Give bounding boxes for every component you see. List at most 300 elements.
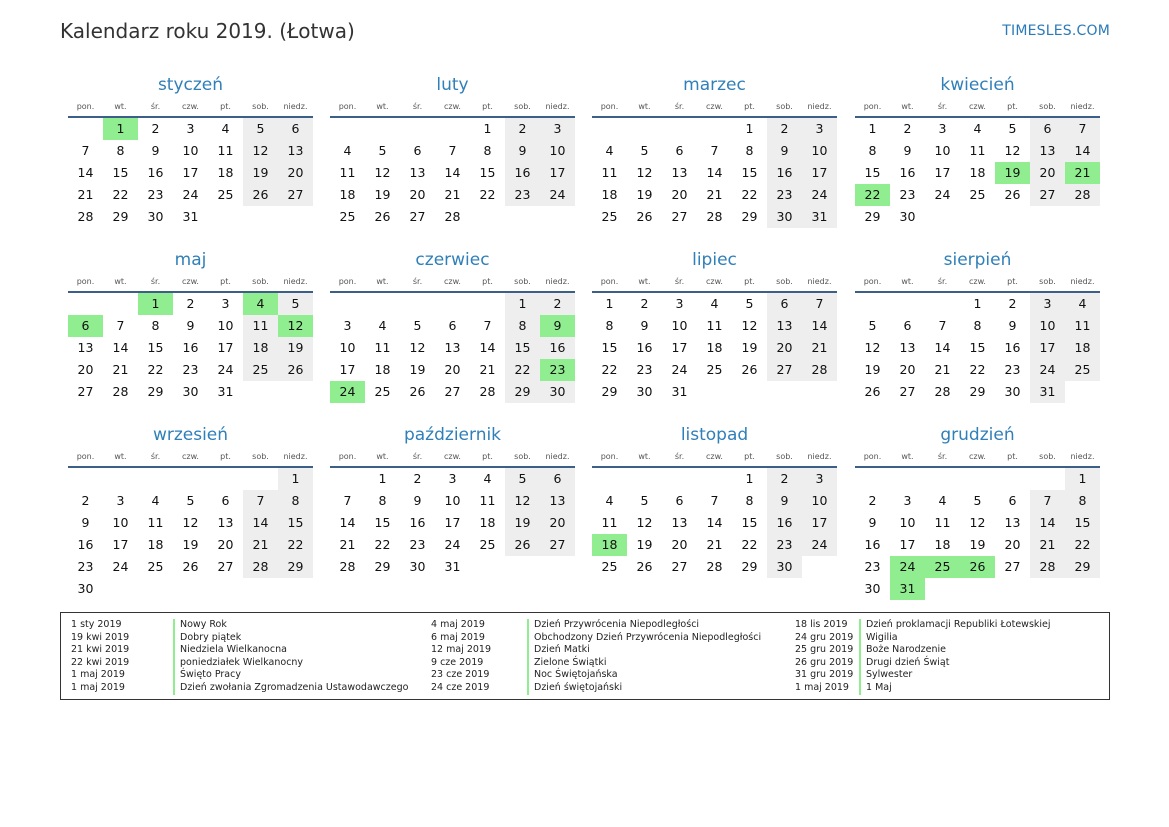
day-cell: 22	[969, 362, 986, 377]
empty-day-cell	[855, 293, 890, 315]
months-grid	[68, 72, 1102, 612]
month-name: maj	[174, 250, 207, 270]
holiday-date: 22 kwi 2019	[71, 656, 130, 668]
weekday-label: czw.	[444, 277, 461, 286]
day-cell: 15	[479, 165, 496, 180]
day-cell: 16	[409, 515, 426, 530]
day-cell: 14	[1030, 512, 1065, 534]
day-cell: 29	[864, 209, 881, 224]
empty-day-cell	[68, 293, 103, 315]
day-cell: 3	[675, 296, 684, 311]
weekday-header	[592, 98, 837, 118]
day-cell: 26	[243, 184, 278, 206]
day-cell: 26	[636, 209, 653, 224]
weekday-label: czw.	[969, 452, 986, 461]
day-cell: 2	[640, 296, 649, 311]
empty-day-cell	[400, 118, 435, 140]
weekday-label: pon.	[600, 102, 619, 111]
weekday-label: pt.	[220, 102, 231, 111]
day-cell: 22	[601, 362, 618, 377]
day-cell: 12	[969, 515, 986, 530]
day-cell: 22	[374, 537, 391, 552]
empty-day-cell	[208, 468, 243, 490]
weekday-label: niedz.	[283, 277, 308, 286]
day-cell: 27	[409, 209, 426, 224]
day-cell: 22	[505, 359, 540, 381]
month-name: sierpień	[943, 250, 1012, 270]
day-cell: 20	[217, 537, 234, 552]
day-cell: 18	[706, 340, 723, 355]
month-calendar	[68, 422, 313, 600]
weekday-label: sob.	[1039, 452, 1056, 461]
holiday-date: 1 sty 2019	[71, 619, 122, 630]
day-cell: 7	[243, 490, 278, 512]
day-cell: 24	[112, 559, 129, 574]
weekday-label: sob.	[514, 102, 531, 111]
day-cell: 9	[1008, 318, 1017, 333]
empty-day-cell	[173, 468, 208, 490]
day-cell: 24	[1030, 359, 1065, 381]
day-cell: 5	[505, 468, 540, 490]
day-cell: 13	[540, 490, 575, 512]
day-cell: 8	[483, 143, 492, 158]
day-cell: 5	[278, 293, 313, 315]
day-cell: 2	[413, 471, 422, 486]
weekday-label: czw.	[444, 102, 461, 111]
day-cell: 6	[448, 318, 457, 333]
day-cell: 12	[864, 340, 881, 355]
day-cell: 13	[1004, 515, 1021, 530]
day-cell: 17	[802, 162, 837, 184]
day-cell: 28	[479, 384, 496, 399]
weekday-label: śr.	[937, 452, 948, 461]
day-cell: 15	[741, 165, 758, 180]
day-cell: 4	[1065, 293, 1100, 315]
day-cell: 7	[448, 143, 457, 158]
empty-day-cell	[330, 293, 365, 315]
weekday-label: czw.	[706, 102, 723, 111]
month-calendar	[68, 72, 313, 228]
day-cell: 7	[1065, 118, 1100, 140]
month-name: marzec	[683, 75, 746, 95]
empty-day-cell	[697, 468, 732, 490]
day-cell: 26	[636, 559, 653, 574]
month-calendar	[855, 422, 1100, 600]
day-cell: 15	[147, 340, 164, 355]
weekday-label: pt.	[220, 452, 231, 461]
day-cell: 15	[601, 340, 618, 355]
day-cell: 29	[112, 209, 129, 224]
day-cell: 4	[343, 143, 352, 158]
holiday-date: 4 maj 2019	[431, 619, 485, 630]
day-cell: 19	[864, 362, 881, 377]
holiday-name: Dzień świętojański	[527, 682, 622, 695]
holiday-day-cell: 18	[592, 534, 627, 556]
weekday-label: czw.	[182, 102, 199, 111]
day-cell: 7	[483, 318, 492, 333]
day-cell: 5	[243, 118, 278, 140]
holiday-day-cell: 9	[540, 315, 575, 337]
day-cell: 8	[745, 493, 754, 508]
day-cell: 18	[217, 165, 234, 180]
day-cell: 25	[243, 359, 278, 381]
holiday-name: Wigilia	[859, 632, 898, 645]
weekday-label: śr.	[674, 102, 685, 111]
holiday-day-cell: 1	[138, 293, 173, 315]
weekday-label: niedz.	[283, 102, 308, 111]
day-cell: 7	[1030, 490, 1065, 512]
day-cell: 24	[671, 362, 688, 377]
weekday-label: pon.	[76, 277, 95, 286]
weekday-header	[855, 98, 1100, 118]
holiday-date: 25 gru 2019	[795, 644, 854, 656]
weekday-label: czw.	[706, 452, 723, 461]
day-cell: 8	[745, 143, 754, 158]
month-name: czerwiec	[415, 250, 490, 270]
day-cell: 18	[147, 537, 164, 552]
day-grid	[855, 468, 1100, 600]
empty-day-cell	[890, 293, 925, 315]
day-cell: 4	[605, 143, 614, 158]
day-cell: 16	[864, 537, 881, 552]
month-name: grudzień	[940, 425, 1015, 445]
weekday-label: wt.	[114, 452, 127, 461]
day-cell: 1	[378, 471, 387, 486]
day-cell: 7	[343, 493, 352, 508]
day-cell: 21	[444, 187, 461, 202]
day-cell: 8	[378, 493, 387, 508]
day-cell: 11	[706, 318, 723, 333]
day-cell: 20	[899, 362, 916, 377]
day-cell: 20	[671, 537, 688, 552]
day-cell: 2	[1008, 296, 1017, 311]
day-cell: 9	[868, 515, 877, 530]
day-cell: 28	[339, 559, 356, 574]
empty-day-cell	[435, 293, 470, 315]
empty-day-cell	[365, 118, 400, 140]
day-cell: 11	[479, 493, 496, 508]
day-cell: 30	[147, 209, 164, 224]
weekday-label: wt.	[114, 277, 127, 286]
holiday-date: 24 cze 2019	[431, 681, 490, 693]
weekday-label: sob.	[1039, 277, 1056, 286]
day-cell: 17	[540, 162, 575, 184]
day-cell: 10	[339, 340, 356, 355]
weekday-label: pon.	[76, 102, 95, 111]
day-cell: 18	[601, 187, 618, 202]
day-cell: 2	[151, 121, 160, 136]
day-cell: 29	[147, 384, 164, 399]
day-cell: 29	[969, 384, 986, 399]
month-calendar	[330, 72, 575, 228]
day-cell: 27	[77, 384, 94, 399]
day-cell: 2	[81, 493, 90, 508]
month-calendar	[592, 72, 837, 228]
weekday-label: czw.	[969, 102, 986, 111]
weekday-label: niedz.	[283, 452, 308, 461]
holiday-day-cell: 31	[890, 578, 925, 600]
day-cell: 30	[864, 581, 881, 596]
day-cell: 19	[182, 537, 199, 552]
weekday-label: śr.	[150, 102, 161, 111]
day-cell: 1	[868, 121, 877, 136]
weekday-header	[68, 273, 313, 293]
day-cell: 10	[802, 490, 837, 512]
day-cell: 11	[969, 143, 986, 158]
month-name: wrzesień	[152, 425, 229, 445]
weekday-label: wt.	[376, 277, 389, 286]
day-cell: 29	[741, 559, 758, 574]
month-name: luty	[436, 75, 469, 95]
day-cell: 3	[938, 121, 947, 136]
day-cell: 17	[934, 165, 951, 180]
day-cell: 1	[1065, 468, 1100, 490]
day-cell: 3	[903, 493, 912, 508]
day-cell: 15	[505, 337, 540, 359]
day-cell: 28	[706, 209, 723, 224]
weekday-label: niedz.	[545, 277, 570, 286]
weekday-label: sob.	[776, 452, 793, 461]
holiday-date: 31 gru 2019	[795, 669, 854, 681]
day-cell: 9	[767, 490, 802, 512]
day-cell: 12	[741, 318, 758, 333]
day-cell: 2	[903, 121, 912, 136]
day-cell: 7	[938, 318, 947, 333]
day-cell: 9	[186, 318, 195, 333]
month-name: listopad	[680, 425, 749, 445]
day-grid	[330, 293, 575, 403]
weekday-label: pt.	[744, 277, 755, 286]
day-cell: 23	[182, 362, 199, 377]
day-cell: 30	[409, 559, 426, 574]
holiday-name: poniedziałek Wielkanocny	[173, 657, 303, 670]
day-cell: 16	[540, 337, 575, 359]
day-cell: 18	[969, 165, 986, 180]
day-cell: 10	[540, 140, 575, 162]
day-cell: 23	[636, 362, 653, 377]
empty-day-cell	[68, 118, 103, 140]
day-cell: 19	[505, 512, 540, 534]
empty-day-cell	[400, 293, 435, 315]
weekday-label: śr.	[150, 452, 161, 461]
weekday-label: pt.	[744, 102, 755, 111]
weekday-label: wt.	[638, 277, 651, 286]
empty-day-cell	[697, 118, 732, 140]
weekday-label: wt.	[376, 102, 389, 111]
day-cell: 30	[767, 206, 802, 228]
day-cell: 21	[706, 187, 723, 202]
weekday-label: wt.	[376, 452, 389, 461]
day-cell: 13	[444, 340, 461, 355]
day-cell: 14	[802, 315, 837, 337]
day-cell: 30	[899, 209, 916, 224]
empty-day-cell	[627, 118, 662, 140]
day-cell: 5	[745, 296, 754, 311]
day-grid	[592, 293, 837, 403]
day-cell: 20	[278, 162, 313, 184]
day-cell: 5	[378, 143, 387, 158]
weekday-header	[855, 448, 1100, 468]
day-cell: 2	[540, 293, 575, 315]
day-cell: 1	[483, 121, 492, 136]
holiday-date: 1 maj 2019	[71, 669, 125, 681]
day-cell: 4	[605, 493, 614, 508]
day-cell: 25	[217, 187, 234, 202]
month-name: październik	[403, 425, 502, 445]
day-cell: 27	[1004, 559, 1021, 574]
day-cell: 11	[243, 315, 278, 337]
day-cell: 2	[767, 118, 802, 140]
holiday-day-cell: 6	[68, 315, 103, 337]
weekday-label: wt.	[638, 452, 651, 461]
day-cell: 21	[243, 534, 278, 556]
day-cell: 25	[339, 209, 356, 224]
day-cell: 30	[540, 381, 575, 403]
day-cell: 11	[147, 515, 164, 530]
weekday-label: pt.	[1007, 102, 1018, 111]
weekday-label: wt.	[114, 102, 127, 111]
weekday-label: pt.	[482, 452, 493, 461]
day-cell: 18	[934, 537, 951, 552]
weekday-label: śr.	[412, 452, 423, 461]
day-cell: 13	[278, 140, 313, 162]
day-cell: 23	[767, 534, 802, 556]
weekday-label: pon.	[338, 102, 357, 111]
day-cell: 3	[802, 468, 837, 490]
day-cell: 31	[802, 206, 837, 228]
holiday-name: Nowy Rok	[173, 619, 227, 632]
site-link[interactable]: TIMESLES.COM	[1002, 23, 1110, 39]
day-cell: 11	[601, 515, 618, 530]
day-cell: 25	[601, 559, 618, 574]
day-cell: 9	[640, 318, 649, 333]
day-cell: 22	[741, 187, 758, 202]
weekday-label: wt.	[638, 102, 651, 111]
day-cell: 27	[767, 359, 802, 381]
day-cell: 15	[1065, 512, 1100, 534]
holiday-day-cell: 26	[960, 556, 995, 578]
day-cell: 29	[741, 209, 758, 224]
day-cell: 25	[706, 362, 723, 377]
day-cell: 20	[671, 187, 688, 202]
day-cell: 26	[374, 209, 391, 224]
day-cell: 22	[147, 362, 164, 377]
day-cell: 21	[479, 362, 496, 377]
day-cell: 6	[540, 468, 575, 490]
day-grid	[330, 118, 575, 228]
weekday-header	[330, 448, 575, 468]
empty-day-cell	[855, 468, 890, 490]
holiday-name: Święto Pracy	[173, 669, 241, 682]
day-cell: 6	[1030, 118, 1065, 140]
day-cell: 3	[802, 118, 837, 140]
weekday-label: sob.	[1039, 102, 1056, 111]
empty-day-cell	[662, 118, 697, 140]
holiday-name: Obchodzony Dzień Przywrócenia Niepodległości	[527, 632, 761, 645]
day-cell: 24	[182, 187, 199, 202]
holiday-day-cell: 19	[995, 162, 1030, 184]
holiday-name: Dzień Przywrócenia Niepodległości	[527, 619, 699, 632]
month-calendar	[855, 72, 1100, 228]
day-cell: 12	[505, 490, 540, 512]
weekday-label: śr.	[150, 277, 161, 286]
day-cell: 30	[767, 556, 802, 578]
day-cell: 10	[899, 515, 916, 530]
weekday-header	[330, 98, 575, 118]
day-cell: 11	[217, 143, 234, 158]
empty-day-cell	[1030, 468, 1065, 490]
day-cell: 6	[675, 143, 684, 158]
day-cell: 5	[973, 493, 982, 508]
day-cell: 3	[1030, 293, 1065, 315]
empty-day-cell	[592, 118, 627, 140]
day-cell: 17	[899, 537, 916, 552]
day-cell: 6	[413, 143, 422, 158]
day-grid	[68, 293, 313, 403]
day-cell: 15	[741, 515, 758, 530]
weekday-label: wt.	[901, 277, 914, 286]
month-calendar	[68, 247, 313, 403]
day-cell: 6	[767, 293, 802, 315]
weekday-label: niedz.	[807, 277, 832, 286]
day-cell: 16	[147, 165, 164, 180]
day-grid	[68, 118, 313, 228]
day-cell: 18	[374, 362, 391, 377]
weekday-label: pt.	[482, 277, 493, 286]
empty-day-cell	[890, 468, 925, 490]
day-cell: 25	[601, 209, 618, 224]
day-cell: 17	[112, 537, 129, 552]
day-cell: 18	[479, 515, 496, 530]
day-cell: 18	[243, 337, 278, 359]
day-cell: 20	[77, 362, 94, 377]
holiday-date: 1 maj 2019	[71, 681, 125, 693]
day-cell: 21	[934, 362, 951, 377]
day-grid	[592, 118, 837, 228]
holiday-day-cell: 24	[890, 556, 925, 578]
day-cell: 13	[671, 165, 688, 180]
day-cell: 1	[973, 296, 982, 311]
day-cell: 26	[1004, 187, 1021, 202]
day-cell: 19	[636, 187, 653, 202]
weekday-label: pt.	[482, 102, 493, 111]
day-cell: 14	[444, 165, 461, 180]
day-cell: 27	[899, 384, 916, 399]
day-cell: 7	[81, 143, 90, 158]
month-calendar	[592, 422, 837, 578]
empty-day-cell	[960, 468, 995, 490]
holiday-date: 12 maj 2019	[431, 644, 492, 656]
weekday-label: czw.	[444, 452, 461, 461]
month-name: lipiec	[692, 250, 737, 270]
day-cell: 6	[221, 493, 230, 508]
empty-day-cell	[925, 468, 960, 490]
day-cell: 13	[671, 515, 688, 530]
weekday-label: czw.	[706, 277, 723, 286]
day-cell: 2	[868, 493, 877, 508]
day-cell: 1	[745, 121, 754, 136]
day-cell: 27	[540, 534, 575, 556]
holiday-name: Niedziela Wielkanocna	[173, 644, 287, 657]
day-cell: 16	[767, 512, 802, 534]
day-cell: 12	[409, 340, 426, 355]
day-cell: 3	[116, 493, 125, 508]
holiday-date: 6 maj 2019	[431, 631, 485, 643]
month-name: kwiecień	[940, 75, 1015, 95]
day-cell: 5	[640, 143, 649, 158]
day-cell: 4	[151, 493, 160, 508]
day-cell: 8	[151, 318, 160, 333]
